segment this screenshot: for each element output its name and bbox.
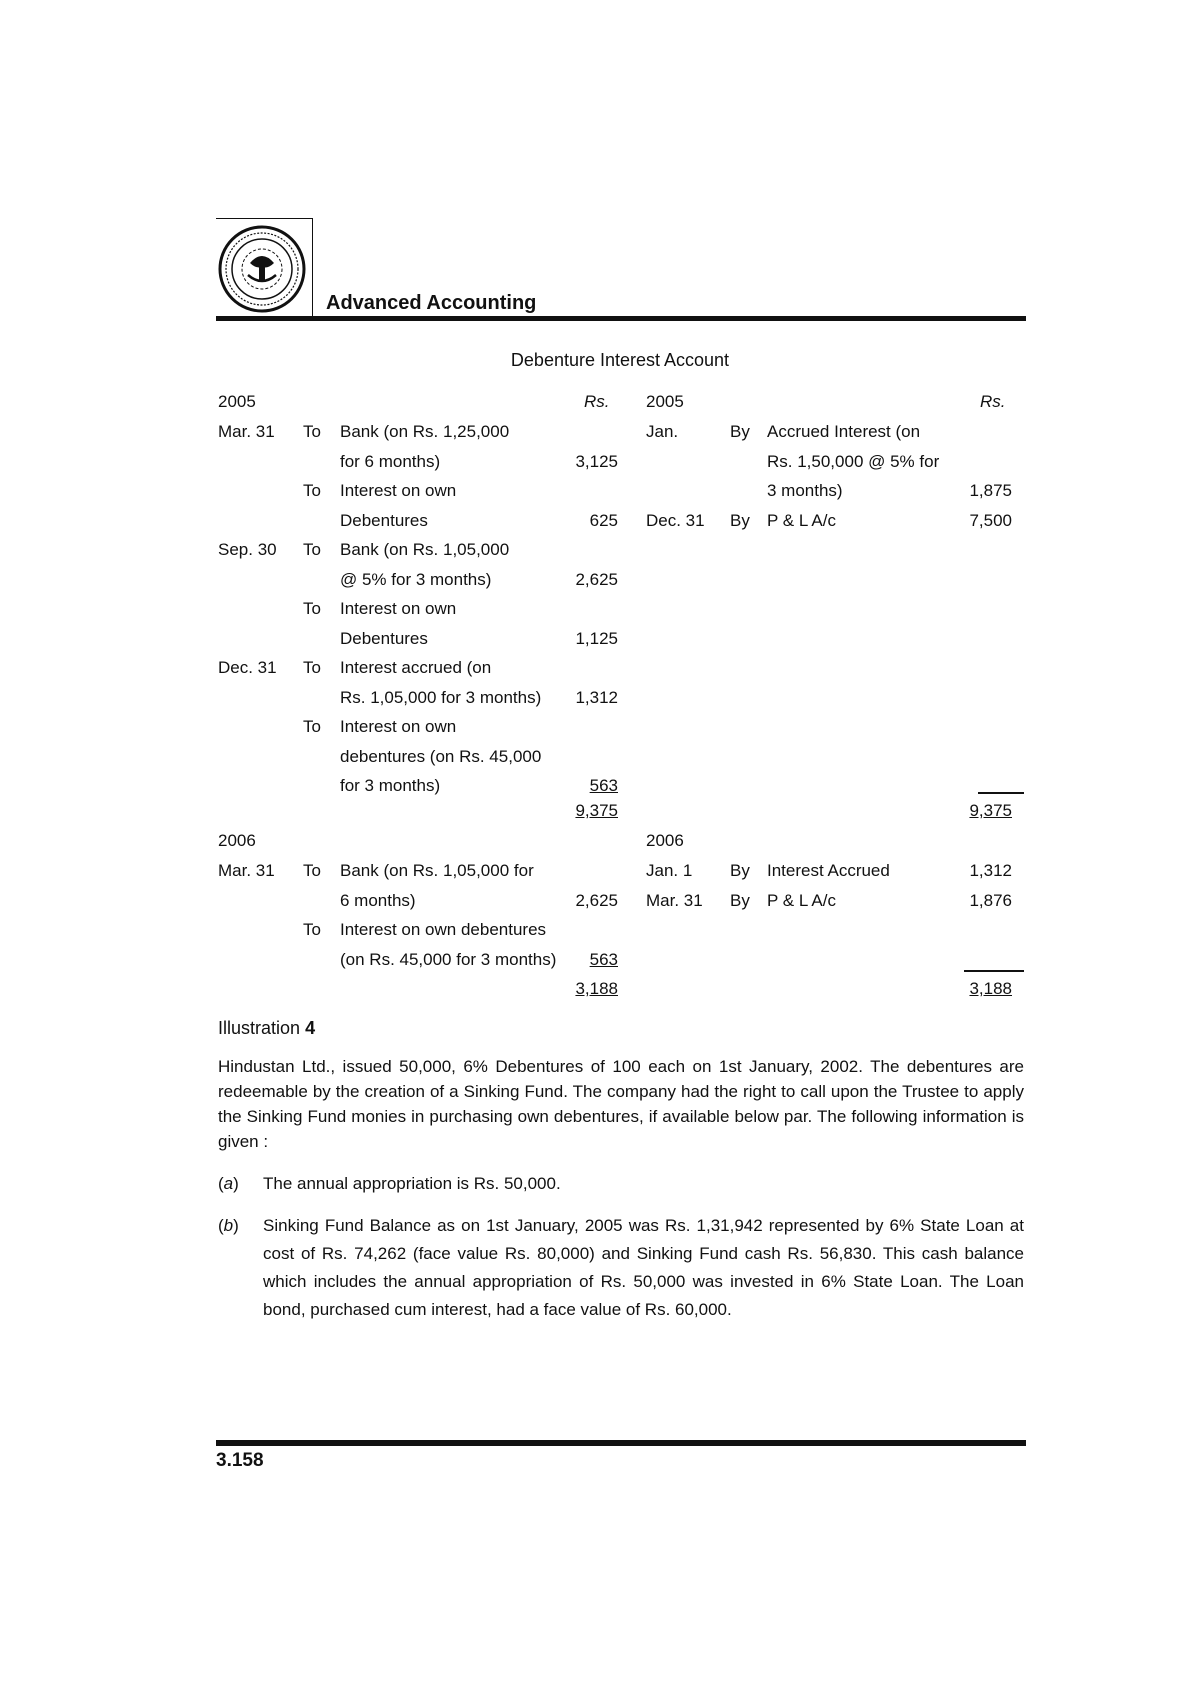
right-year-2006: 2006 bbox=[646, 831, 684, 850]
illustration-heading bbox=[218, 1018, 315, 1039]
entry-particulars: for 3 months) bbox=[340, 776, 441, 795]
entry-amount: 2,625 bbox=[575, 890, 618, 910]
entry-date: Mar. 31 bbox=[646, 890, 703, 910]
entry-amount: 7,500 bbox=[969, 510, 1012, 530]
ledger-row bbox=[0, 595, 1200, 623]
left-year-2006: 2006 bbox=[218, 831, 256, 850]
ledger-row bbox=[0, 477, 1200, 505]
debit-total-2005: 9,375 bbox=[575, 801, 618, 820]
entry-particulars: Interest on own bbox=[340, 599, 457, 618]
entry-particulars: Accrued Interest (on bbox=[767, 422, 921, 441]
institute-logo-frame bbox=[216, 218, 313, 317]
illustration-intro: Hindustan Ltd., issued 50,000, 6% Debentures of 100 each on 1st January, 2002. The debentures are redeemable by the creation of a Sinking Fund. The company had the right to call upon the Trustee to apply the Sinking Fund monies in purchasing own debentures, if available below par. The following information is given : bbox=[218, 1057, 1024, 1151]
entry-date: Jan. bbox=[646, 422, 679, 441]
ledger-row bbox=[0, 772, 1200, 800]
entry-date: Mar. 31 bbox=[218, 422, 275, 441]
entry-amount: 2,625 bbox=[575, 569, 618, 589]
entry-amount: 3,125 bbox=[575, 451, 618, 471]
entry-particulars: Debentures bbox=[340, 510, 428, 530]
ledger-row bbox=[0, 857, 1200, 885]
entry-prefix: To bbox=[303, 540, 321, 559]
entry-amount: 1,125 bbox=[575, 628, 618, 648]
total-row-2005 bbox=[0, 797, 1200, 825]
entry-particulars: (on Rs. 45,000 for 3 months) bbox=[340, 949, 557, 969]
entry-date: Jan. 1 bbox=[646, 861, 693, 880]
entry-prefix: To bbox=[303, 920, 321, 939]
ledger-row bbox=[0, 536, 1200, 564]
entry-amount: 1,312 bbox=[575, 687, 618, 707]
entry-particulars: Rs. 1,05,000 for 3 months) bbox=[340, 687, 542, 707]
entry-date: Dec. 31 bbox=[646, 510, 705, 530]
entry-prefix: To bbox=[303, 422, 321, 441]
entry-date: Mar. 31 bbox=[218, 861, 275, 880]
entry-particulars: Interest on own debentures bbox=[340, 920, 547, 939]
left-year: 2005 bbox=[218, 392, 256, 411]
total-row-2006 bbox=[0, 975, 1200, 1003]
ledger-row bbox=[0, 887, 1200, 915]
ledger-row bbox=[0, 684, 1200, 712]
entry-prefix: To bbox=[303, 658, 321, 677]
entry-particulars: 3 months) bbox=[767, 481, 843, 500]
entry-particulars: Interest accrued (on bbox=[340, 658, 492, 677]
entry-particulars: Interest Accrued bbox=[767, 861, 890, 880]
total-rule bbox=[978, 792, 1024, 794]
list-mark: (a) bbox=[218, 1174, 239, 1193]
entry-prefix: To bbox=[303, 599, 321, 618]
book-title: Advanced Accounting bbox=[326, 292, 537, 314]
debit-total-2006: 3,188 bbox=[575, 979, 618, 998]
entry-amount: 563 bbox=[589, 776, 618, 795]
entry-prefix: By bbox=[730, 890, 750, 910]
entry-particulars: P & L A/c bbox=[767, 510, 836, 530]
credit-total-2005: 9,375 bbox=[969, 801, 1012, 820]
entry-prefix: To bbox=[303, 717, 321, 736]
ledger-row bbox=[0, 566, 1200, 594]
entry-prefix: To bbox=[303, 861, 321, 880]
credit-total-2006: 3,188 bbox=[969, 979, 1012, 998]
entry-particulars: Interest on own bbox=[340, 717, 457, 736]
entry-amount: 625 bbox=[589, 510, 618, 530]
entry-amount: 1,312 bbox=[969, 861, 1012, 880]
entry-amount: 1,875 bbox=[969, 481, 1012, 500]
entry-prefix: By bbox=[730, 510, 750, 530]
account-title: Debenture Interest Account bbox=[510, 350, 730, 370]
entry-particulars: for 6 months) bbox=[340, 451, 441, 471]
ledger-row bbox=[0, 713, 1200, 741]
entry-particulars: Interest on own bbox=[340, 481, 457, 500]
year-header-row bbox=[0, 388, 1200, 416]
ledger-row bbox=[0, 625, 1200, 653]
entry-amount: 563 bbox=[589, 949, 618, 969]
entry-particulars: P & L A/c bbox=[767, 890, 836, 910]
entry-particulars: Bank (on Rs. 1,25,000 bbox=[340, 422, 510, 441]
illustration-label: Illustration bbox=[218, 1018, 301, 1038]
ledger-row bbox=[0, 418, 1200, 446]
entry-date: Sep. 30 bbox=[218, 540, 277, 559]
list-mark: (b) bbox=[218, 1216, 239, 1235]
illustration-number: 4 bbox=[305, 1018, 316, 1038]
right-year: 2005 bbox=[646, 392, 684, 411]
entry-particulars: Bank (on Rs. 1,05,000 for bbox=[340, 861, 534, 880]
entry-particulars: Bank (on Rs. 1,05,000 bbox=[340, 540, 510, 559]
entry-particulars: Rs. 1,50,000 @ 5% for bbox=[767, 451, 940, 471]
entry-prefix: To bbox=[303, 481, 321, 500]
page-number: 3.158 bbox=[216, 1450, 264, 1471]
right-currency: Rs. bbox=[980, 392, 1006, 411]
ledger-row bbox=[0, 916, 1200, 944]
list-text: Sinking Fund Balance as on 1st January, 2005 was Rs. 1,31,942 represented by 6% State Loan at cost of Rs. 74,262 (face value Rs. 80,000) and Sinking Fund cash Rs. 56,830. This cash balance which includes the annual appropriation of Rs. 50,000 was invested in 6% State Loan. The Loan bond, purchased cum interest, had a face value of Rs. 60,000. bbox=[263, 1216, 1024, 1319]
left-currency: Rs. bbox=[584, 392, 610, 411]
entry-date: Dec. 31 bbox=[218, 658, 277, 677]
institute-seal-icon bbox=[218, 223, 310, 315]
header-divider bbox=[216, 316, 1026, 321]
entry-particulars: Debentures bbox=[340, 628, 428, 648]
entry-particulars: 6 months) bbox=[340, 890, 416, 910]
footer-divider bbox=[216, 1440, 1026, 1446]
entry-amount: 1,876 bbox=[969, 890, 1012, 910]
entry-particulars: debentures (on Rs. 45,000 bbox=[340, 746, 542, 766]
entry-particulars: @ 5% for 3 months) bbox=[340, 569, 492, 589]
year-header-row-2006 bbox=[0, 827, 1200, 855]
entry-prefix: By bbox=[730, 861, 750, 880]
entry-prefix: By bbox=[730, 422, 750, 441]
list-text: The annual appropriation is Rs. 50,000. bbox=[263, 1174, 561, 1193]
ledger-row bbox=[0, 743, 1200, 771]
ledger-row bbox=[0, 654, 1200, 682]
ledger-row bbox=[0, 448, 1200, 476]
ledger-row bbox=[0, 507, 1200, 535]
total-rule-2006 bbox=[964, 970, 1024, 972]
